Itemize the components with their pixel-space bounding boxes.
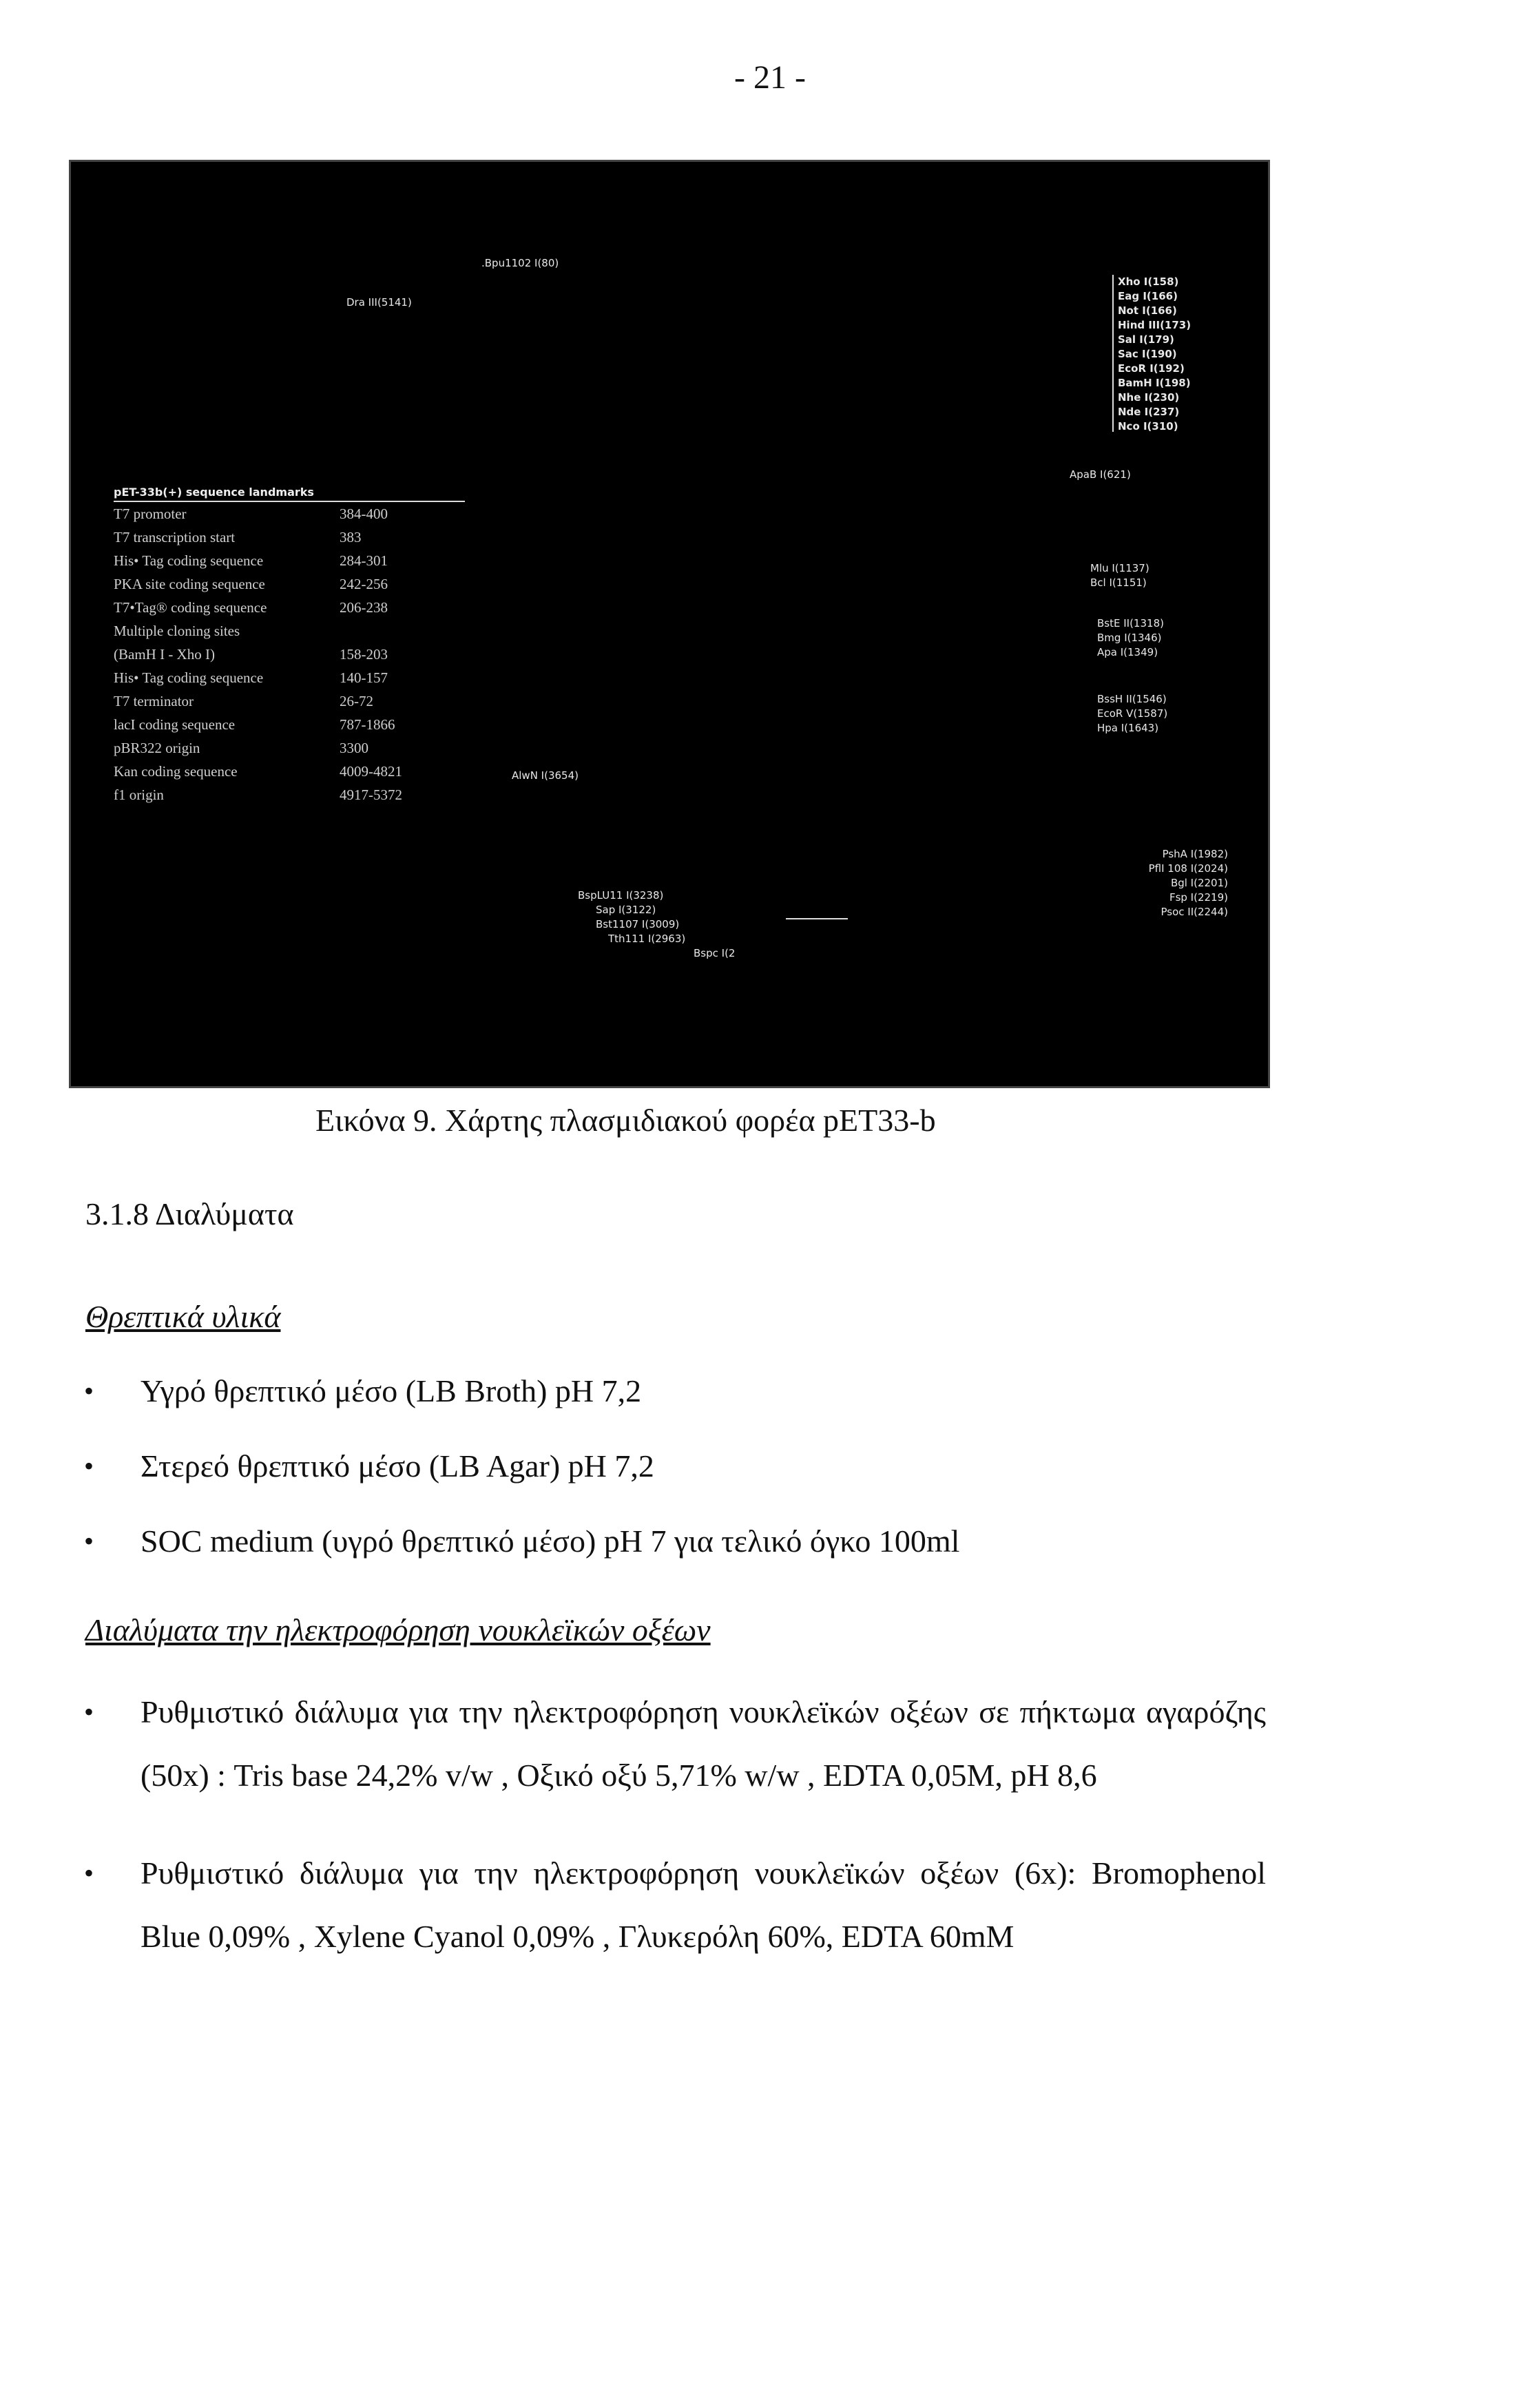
site-label: Fsp I(2219) <box>1169 891 1228 904</box>
site-label: Sap I(3122) <box>596 904 656 916</box>
landmark-row <box>114 783 499 806</box>
apab-site-label: ApaB I(621) <box>1070 468 1131 481</box>
site-label: BspLU11 I(3238) <box>578 889 664 902</box>
mcs-site: Nde I(237) <box>1118 406 1180 418</box>
landmark-range: 158-203 <box>340 646 388 663</box>
list-item: • SOC medium (υγρό θρεπτικό μέσο) pH 7 για τελικό όγκο 100ml <box>81 1517 1266 1565</box>
site-label: PshA I(1982) <box>1162 848 1228 860</box>
landmark-range: 140-157 <box>340 669 388 686</box>
mcs-site: Nhe I(230) <box>1118 391 1180 404</box>
plasmid-map-figure <box>69 160 1270 1088</box>
site-group-bottom-left <box>578 888 735 961</box>
site-label: Bgl I(2201) <box>1170 877 1228 889</box>
landmark-name: T7 terminator <box>114 693 194 709</box>
landmark-row <box>114 572 499 596</box>
landmark-row <box>114 713 499 736</box>
site-group-a <box>1090 561 1149 590</box>
landmark-name: His• Tag coding sequence <box>114 669 264 686</box>
landmarks-title: pET-33b(+) sequence landmarks <box>114 486 465 502</box>
solutions-heading: Διαλύματα την ηλεκτροφόρηση νουκλεϊκών οξέων <box>85 1612 711 1647</box>
landmark-range: 383 <box>340 529 362 545</box>
list-item: • Ρυθμιστικό διάλυμα για την ηλεκτροφόρηση νουκλεϊκών οξέων σε πήκτωμα αγαρόζης (50x) : Tris base 24,2% v/w , Οξικό οξύ 5,71% w/w , EDTA 0,05M, pH 8,6 <box>81 1680 1266 1807</box>
page-number: - 21 - <box>734 59 806 96</box>
site-label: BssH II(1546) <box>1097 693 1167 705</box>
list-item: • Στερεό θρεπτικό μέσο (LB Agar) pH 7,2 <box>81 1442 1266 1490</box>
landmark-row <box>114 736 499 760</box>
landmark-name: f1 origin <box>114 787 164 803</box>
site-label: Tth111 I(2963) <box>608 933 686 945</box>
mcs-site: Nco I(310) <box>1118 420 1178 433</box>
solutions-list <box>81 1680 1266 2003</box>
landmark-range: 4009-4821 <box>340 763 402 780</box>
landmark-row <box>114 525 499 549</box>
landmark-range: 4917-5372 <box>340 787 402 803</box>
landmark-row <box>114 596 499 619</box>
landmark-range: 26-72 <box>340 693 373 709</box>
landmark-row <box>114 643 499 666</box>
landmark-name: PKA site coding sequence <box>114 576 265 592</box>
landmark-range: 384-400 <box>340 506 388 522</box>
alwn-site-label: AlwN I(3654) <box>512 769 579 782</box>
landmark-name: His• Tag coding sequence <box>114 552 264 569</box>
connector-line <box>786 918 848 919</box>
mcs-site: Xho I(158) <box>1118 275 1179 288</box>
landmark-name: T7 transcription start <box>114 529 236 545</box>
mcs-site: BamH I(198) <box>1118 377 1191 389</box>
mcs-site: Sal I(179) <box>1118 333 1174 346</box>
site-label: Psoc II(2244) <box>1161 906 1228 918</box>
mcs-site: Not I(166) <box>1118 304 1177 317</box>
site-label: Bmg I(1346) <box>1097 632 1162 644</box>
landmark-row <box>114 666 499 689</box>
mcs-site: Eag I(166) <box>1118 290 1178 302</box>
site-label: Bst1107 I(3009) <box>596 918 680 930</box>
landmark-row <box>114 549 499 572</box>
landmark-name: Multiple cloning sites <box>114 623 240 639</box>
landmark-row <box>114 619 499 643</box>
landmark-name: T7•Tag® coding sequence <box>114 599 267 616</box>
site-label: Bspc I(2 <box>694 947 736 959</box>
landmark-name: (BamH I - Xho I) <box>114 646 215 663</box>
landmark-row <box>114 760 499 783</box>
site-label: PflI 108 I(2024) <box>1148 862 1228 875</box>
landmark-row <box>114 689 499 713</box>
site-label: Apa I(1349) <box>1097 646 1158 658</box>
landmarks-table <box>114 486 499 806</box>
landmark-name: T7 promoter <box>114 506 187 522</box>
dra-site-label: Dra III(5141) <box>346 296 412 309</box>
landmark-name: pBR322 origin <box>114 740 200 756</box>
list-item: • Υγρό θρεπτικό μέσο (LB Broth) pH 7,2 <box>81 1367 1266 1415</box>
section-heading: 3.1.8 Διαλύματα <box>85 1196 294 1231</box>
site-label: Mlu I(1137) <box>1090 562 1149 574</box>
nutrients-list <box>81 1367 1266 1592</box>
landmark-name: lacI coding sequence <box>114 716 236 733</box>
mcs-site-list <box>1118 275 1191 434</box>
landmark-range: 3300 <box>340 740 368 756</box>
site-group-b <box>1097 616 1164 660</box>
landmark-range: 787-1866 <box>340 716 395 733</box>
figure-caption: Εικόνα 9. Χάρτης πλασμιδιακού φορέα pET33-b <box>315 1103 936 1138</box>
site-label: Hpa I(1643) <box>1097 722 1159 734</box>
site-label: BstE II(1318) <box>1097 617 1164 629</box>
landmark-range <box>340 619 477 643</box>
site-label: Bcl I(1151) <box>1090 576 1147 589</box>
mcs-site: EcoR I(192) <box>1118 362 1185 375</box>
landmark-range: 284-301 <box>340 552 388 569</box>
landmark-name: Kan coding sequence <box>114 763 238 780</box>
site-group-bottom-right <box>1035 847 1228 919</box>
mcs-site: Sac I(190) <box>1118 348 1177 360</box>
nutrients-heading: Θρεπτικά υλικά <box>85 1299 281 1334</box>
landmark-range: 206-238 <box>340 599 388 616</box>
site-label: EcoR V(1587) <box>1097 707 1168 720</box>
site-group-c <box>1097 692 1167 736</box>
landmark-row <box>114 502 499 525</box>
list-item: • Ρυθμιστικό διάλυμα για την ηλεκτροφόρηση νουκλεϊκών οξέων (6x): Bromophenol Blue 0,09% , Xylene Cyanol 0,09% , Γλυκερόλη 60%, EDTA 60mM <box>81 1842 1266 1968</box>
bpu-site-label: .Bpu1102 I(80) <box>481 257 559 269</box>
mcs-bracket <box>1112 275 1114 432</box>
mcs-site: Hind III(173) <box>1118 319 1192 331</box>
landmark-range: 242-256 <box>340 576 388 592</box>
